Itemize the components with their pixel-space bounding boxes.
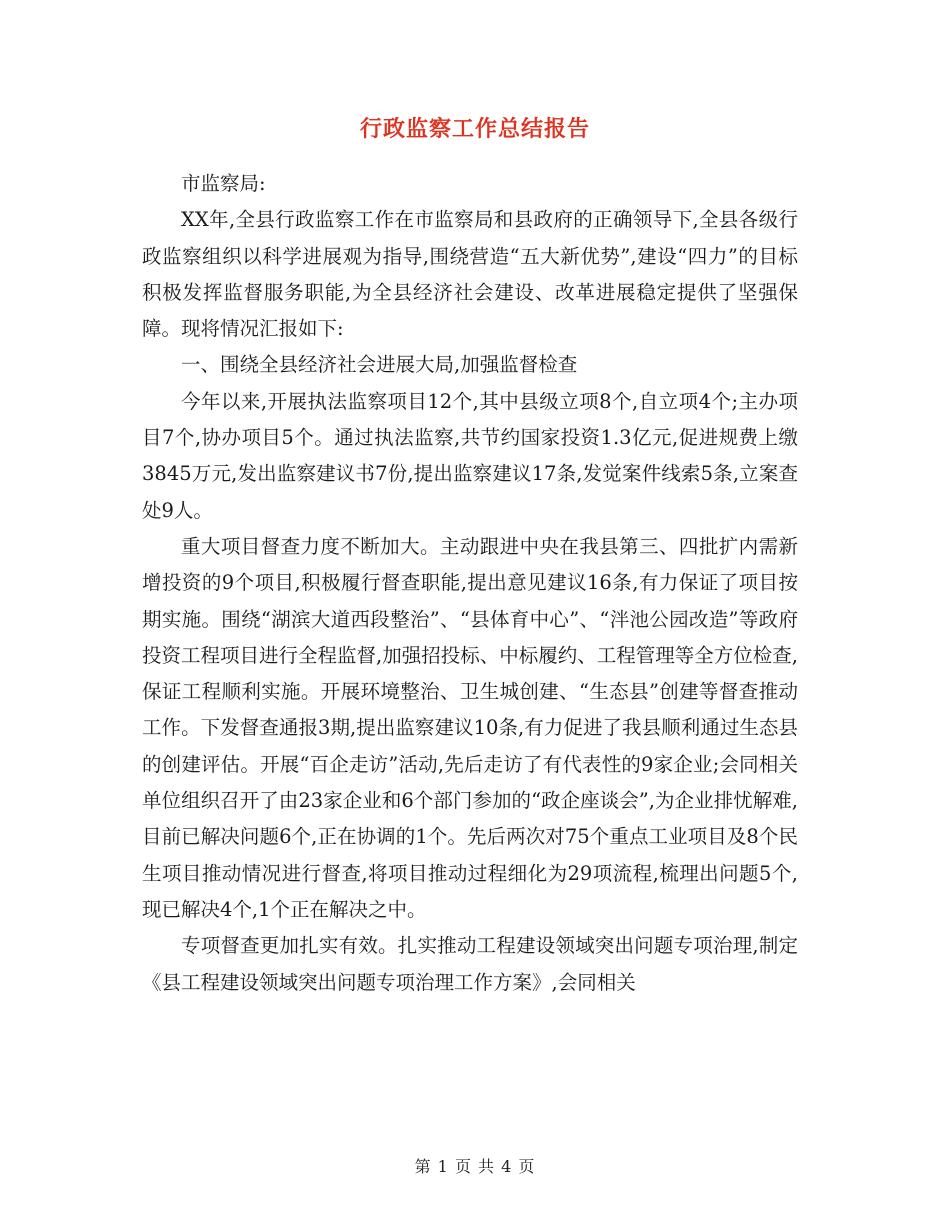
body-paragraph: 重大项目督查力度不断加大。主动跟进中央在我县第三、四批扩内需新增投资的9个项目,积极履行督查职能,提出意见建议16条,有力保证了项目按期实施。围绕“湖滨大道西段整治”、“县体育中心”、“泮池公园改造”等政府投资工程项目进行全程监督,加强招投标、中标履约、工程管理等全方位检查,保证工程顺利实施。开展环境整治、卫生城创建、“生态县”创建等督查推动工作。下发督查通报3期,提出监察建议10条,有力促进了我县顺利通过生态县的创建评估。开展“百企走访”活动,先后走访了有代表性的9家企业;会同相关单位组织召开了由23家企业和6个部门参加的“政企座谈会”,为企业排忧解难,目前已解决问题6个,正在协调的1个。先后两次对75个重点工业项目及8个民生项目推动情况进行督查,将项目推动过程细化为29项流程,梳理出问题5个,现已解决4个,1个正在解决之中。 [142, 534, 798, 921]
body-paragraph: 专项督查更加扎实有效。扎实推动工程建设领域突出问题专项治理,制定《县工程建设领域突出问题专项治理工作方案》,会同相关 [142, 934, 798, 994]
intro-paragraph: XX年,全县行政监察工作在市监察局和县政府的正确领导下,全县各级行政监察组织以科学进展观为指导,围绕营造“五大新优势”,建设“四力”的目标积极发挥监督服务职能,为全县经济社会建设、改革进展稳定提供了坚强保障。现将情况汇报如下: [142, 208, 798, 341]
salutation: 市监察局: [181, 172, 266, 195]
document-title: 行政监察工作总结报告 [359, 116, 590, 142]
document-body [142, 166, 798, 1001]
body-paragraph: 今年以来,开展执法监察项目12个,其中县级立项8个,自立项4个;主办项目7个,协办项目5个。通过执法监察,共节约国家投资1.3亿元,促进规费上缴3845万元,发出监察建议书7份,提出监察建议17条,发觉案件线索5条,立案查处9人。 [142, 389, 798, 522]
section-heading: 一、围绕全县经济社会进展大局,加强监督检查 [181, 353, 578, 377]
page-number: 第 1 页 共 4 页 [414, 1157, 536, 1176]
